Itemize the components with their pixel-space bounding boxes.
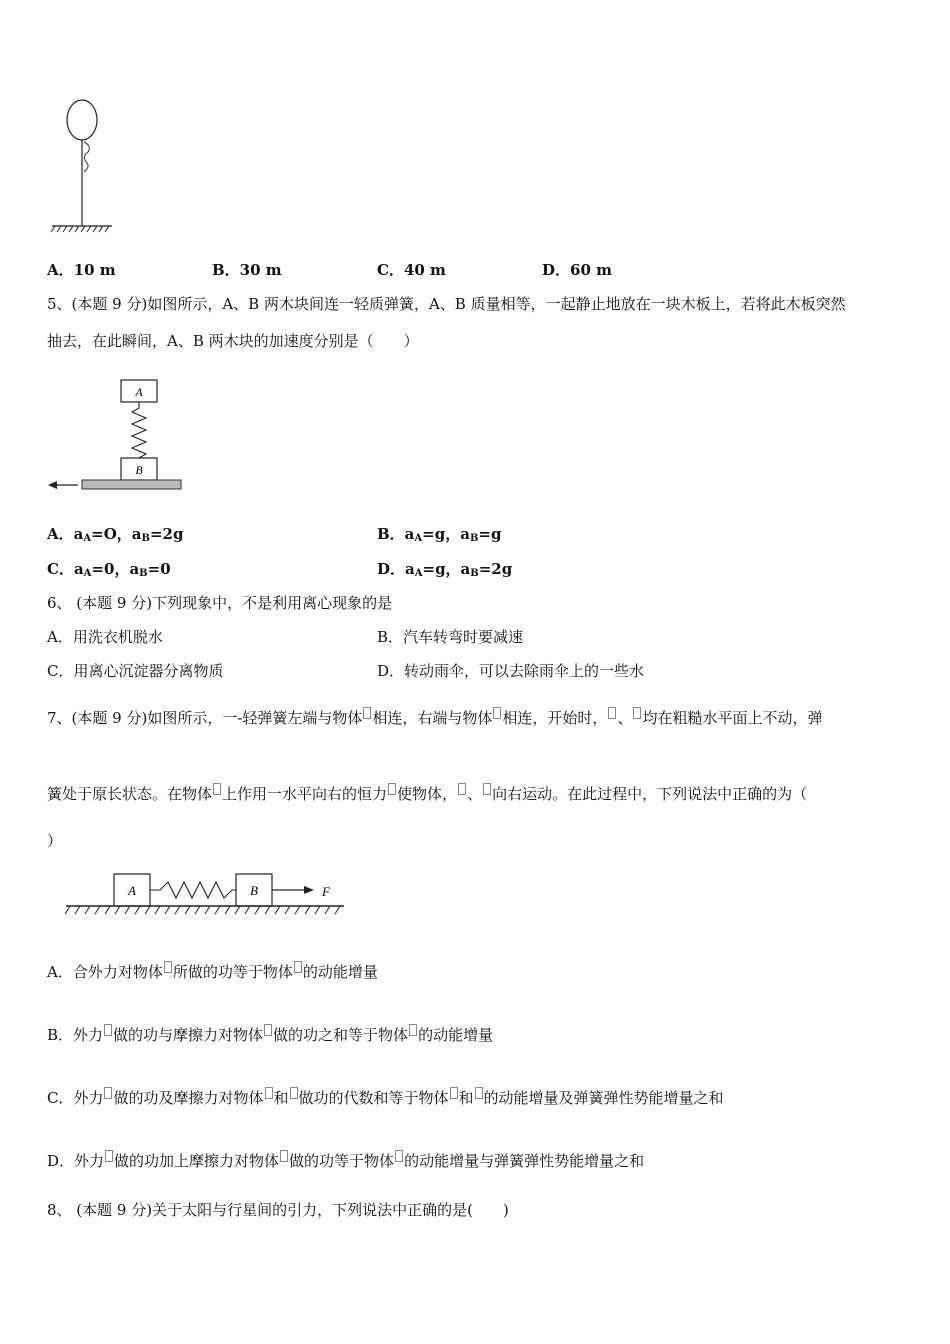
missing-glyph <box>104 1087 112 1099</box>
q6-option-c: C．用离心沉淀器分离物质 <box>47 662 224 680</box>
q7-option-c: C．外力 做的功及摩擦力对物体 和 做功的代数和等于物体 和 的动能增量及弹簧弹性势能增量之和 <box>47 1089 724 1107</box>
missing-glyph <box>493 707 501 719</box>
missing-glyph <box>104 1024 112 1036</box>
fig7-label-a: A <box>128 883 136 898</box>
q7-option-b: B．外力 做的功与摩擦力对物体 做的功之和等于物体 的动能增量 <box>47 1026 494 1044</box>
q5-stem-line2: 抽去，在此瞬间，A、B 两木块的加速度分别是（ ） <box>47 332 419 350</box>
missing-glyph <box>450 1087 458 1099</box>
q5-option-c: C．$a_A=0$，$a_B=0$ <box>47 560 171 579</box>
fig7-label-b: B <box>250 883 258 898</box>
missing-glyph <box>280 1150 288 1162</box>
missing-glyph <box>458 783 466 795</box>
q7-option-a: A．合外力对物体 所做的功等于物体 的动能增量 <box>47 963 378 981</box>
missing-glyph <box>388 783 396 795</box>
q4-option-b: B．30 m <box>212 261 282 279</box>
q7-stem-line2: 簧处于原长状态。在物体 上作用一水平向右的恒力 使物体， 、 向右运动。在此过程中，下列说法中正确的为（ <box>47 785 808 803</box>
q5-option-b: B．$a_A=g$，$a_B=g$ <box>377 525 502 544</box>
q7-stem-line3: ） <box>47 832 63 850</box>
missing-glyph <box>164 961 172 973</box>
balloon-figure <box>50 98 120 238</box>
missing-glyph <box>294 961 302 973</box>
q4-option-c: C．40 m <box>377 261 446 279</box>
missing-glyph <box>105 1150 113 1162</box>
spring-blocks-figure <box>46 378 186 496</box>
q5-option-a: A．$a_A=O$，$a_B=2g$ <box>47 525 184 544</box>
q6-option-a: A．用洗衣机脱水 <box>47 628 163 646</box>
q4-option-d: D．60 m <box>542 261 612 279</box>
fig7-label-f: F <box>322 884 330 899</box>
q8-stem: 8、 (本题 9 分)关于太阳与行星间的引力，下列说法中正确的是( ) <box>47 1201 509 1219</box>
missing-glyph <box>213 783 221 795</box>
q6-stem: 6、 (本题 9 分)下列现象中，不是利用离心现象的是 <box>47 594 393 612</box>
missing-glyph <box>475 1087 483 1099</box>
q7-stem-line1: 7、(本题 9 分)如图所示，一-轻弹簧左端与物体 相连，右端与物体 相连，开始时， 、 均在粗糙水平面上不动，弹 <box>47 709 823 727</box>
fig5-label-b: B <box>135 463 143 477</box>
missing-glyph <box>608 707 616 719</box>
missing-glyph <box>409 1024 417 1036</box>
q7-option-d: D．外力 做的功加上摩擦力对物体 做的功等于物体 的动能增量与弹簧弹性势能增量之和 <box>47 1152 645 1170</box>
missing-glyph <box>265 1087 273 1099</box>
q6-option-b: B．汽车转弯时要减速 <box>377 628 524 646</box>
missing-glyph <box>363 707 371 719</box>
q6-option-d: D．转动雨伞，可以去除雨伞上的一些水 <box>377 662 645 680</box>
missing-glyph <box>264 1024 272 1036</box>
spring-force-figure <box>60 868 370 928</box>
q5-option-d: D．$a_A=g$，$a_B=2g$ <box>377 560 513 579</box>
missing-glyph <box>483 783 491 795</box>
q4-option-a: A．10 m <box>47 261 116 279</box>
missing-glyph <box>395 1150 403 1162</box>
missing-glyph <box>290 1087 298 1099</box>
fig5-label-a: A <box>135 385 143 399</box>
missing-glyph <box>633 707 641 719</box>
q5-stem-line1: 5、(本题 9 分)如图所示，A、B 两木块间连一轻质弹簧，A、B 质量相等，一起静止地放在一块木板上，若将此木板突然 <box>47 295 846 313</box>
